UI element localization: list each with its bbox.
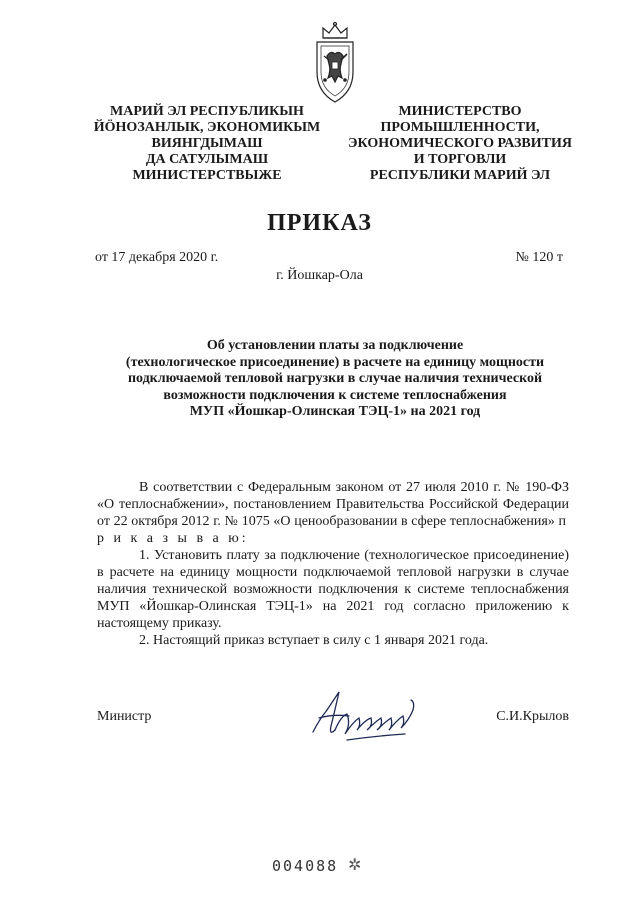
order-item-1: 1. Установить плату за подключение (технологическое присоединение) в расчете на единицу мощности подключаемой тепловой нагрузки в случае наличия технической возможности подключения к системе теплоснабжения МУП «Йошкар-Олинская ТЭЦ-1» на 2021 год согласно приложению к настоящему приказу.	[97, 548, 569, 631]
document-city: г. Йошкар-Ола	[276, 268, 363, 283]
subject-line: Об установлении платы за подключение	[206, 338, 464, 353]
header-left-line: МАРИЙ ЭЛ РЕСПУБЛИКЫН	[110, 104, 304, 119]
subject-line: возможности подключения к системе теплоснабжения	[163, 387, 507, 403]
preamble-text: В соответствии с Федеральным законом от 27 июля 2010 г. № 190-ФЗ «О теплоснабжении», постановлением Правительства Российской Федерации от 22 октября 2012 г. № 1075 «О ценообразовании в сфере теплоснабжения»	[97, 480, 569, 529]
document-subject	[90, 338, 580, 421]
document-number: № 120 т	[515, 250, 563, 265]
subject-line: (технологическое присоединение) в расчете на единицу мощности	[125, 354, 545, 370]
preamble-paragraph	[97, 479, 569, 547]
order-item-2: 2. Настоящий приказ вступает в силу с 1 января 2021 года.	[139, 633, 489, 648]
document-type-title: ПРИКАЗ	[267, 210, 372, 236]
header-mari-ministry-name	[92, 104, 322, 184]
coat-of-arms-icon	[305, 20, 365, 106]
header-left-line: МИНИСТЕРСТВЫЖЕ	[132, 168, 282, 183]
subject-line: МУП «Йошкар-Олинская ТЭЦ-1» на 2021 год	[189, 404, 481, 419]
header-left-line: ЙӦНОЗАНЛЫК, ЭКОНОМИКЫМ	[93, 120, 321, 135]
header-russian-ministry-name	[345, 104, 575, 184]
serial-number: 004088	[272, 857, 339, 875]
header-right-line: ПРОМЫШЛЕННОСТИ,	[380, 120, 540, 135]
header-right-line: И ТОРГОВЛИ	[413, 152, 507, 167]
order-word: п р и к а з ы в а ю:	[97, 514, 569, 546]
header-left-line: ДА САТУЛЫМАШ	[145, 152, 269, 167]
signatory-title: Министр	[97, 709, 152, 724]
document-date: от 17 декабря 2020 г.	[95, 250, 219, 265]
header-right-line: ЭКОНОМИЧЕСКОГО РАЗВИТИЯ	[348, 136, 572, 151]
signatory-name: С.И.Крылов	[496, 709, 569, 724]
asterisk-icon: ✲	[348, 857, 362, 874]
handwritten-signature-icon	[305, 680, 435, 750]
header-left-line: ВИЯНГДЫМАШ	[151, 136, 263, 151]
header-right-line: РЕСПУБЛИКИ МАРИЙ ЭЛ	[369, 168, 551, 183]
document-body	[97, 479, 569, 649]
subject-line: подключаемой тепловой нагрузки в случае наличия технической	[127, 371, 543, 386]
header-right-line: МИНИСТЕРСТВО	[398, 104, 522, 119]
